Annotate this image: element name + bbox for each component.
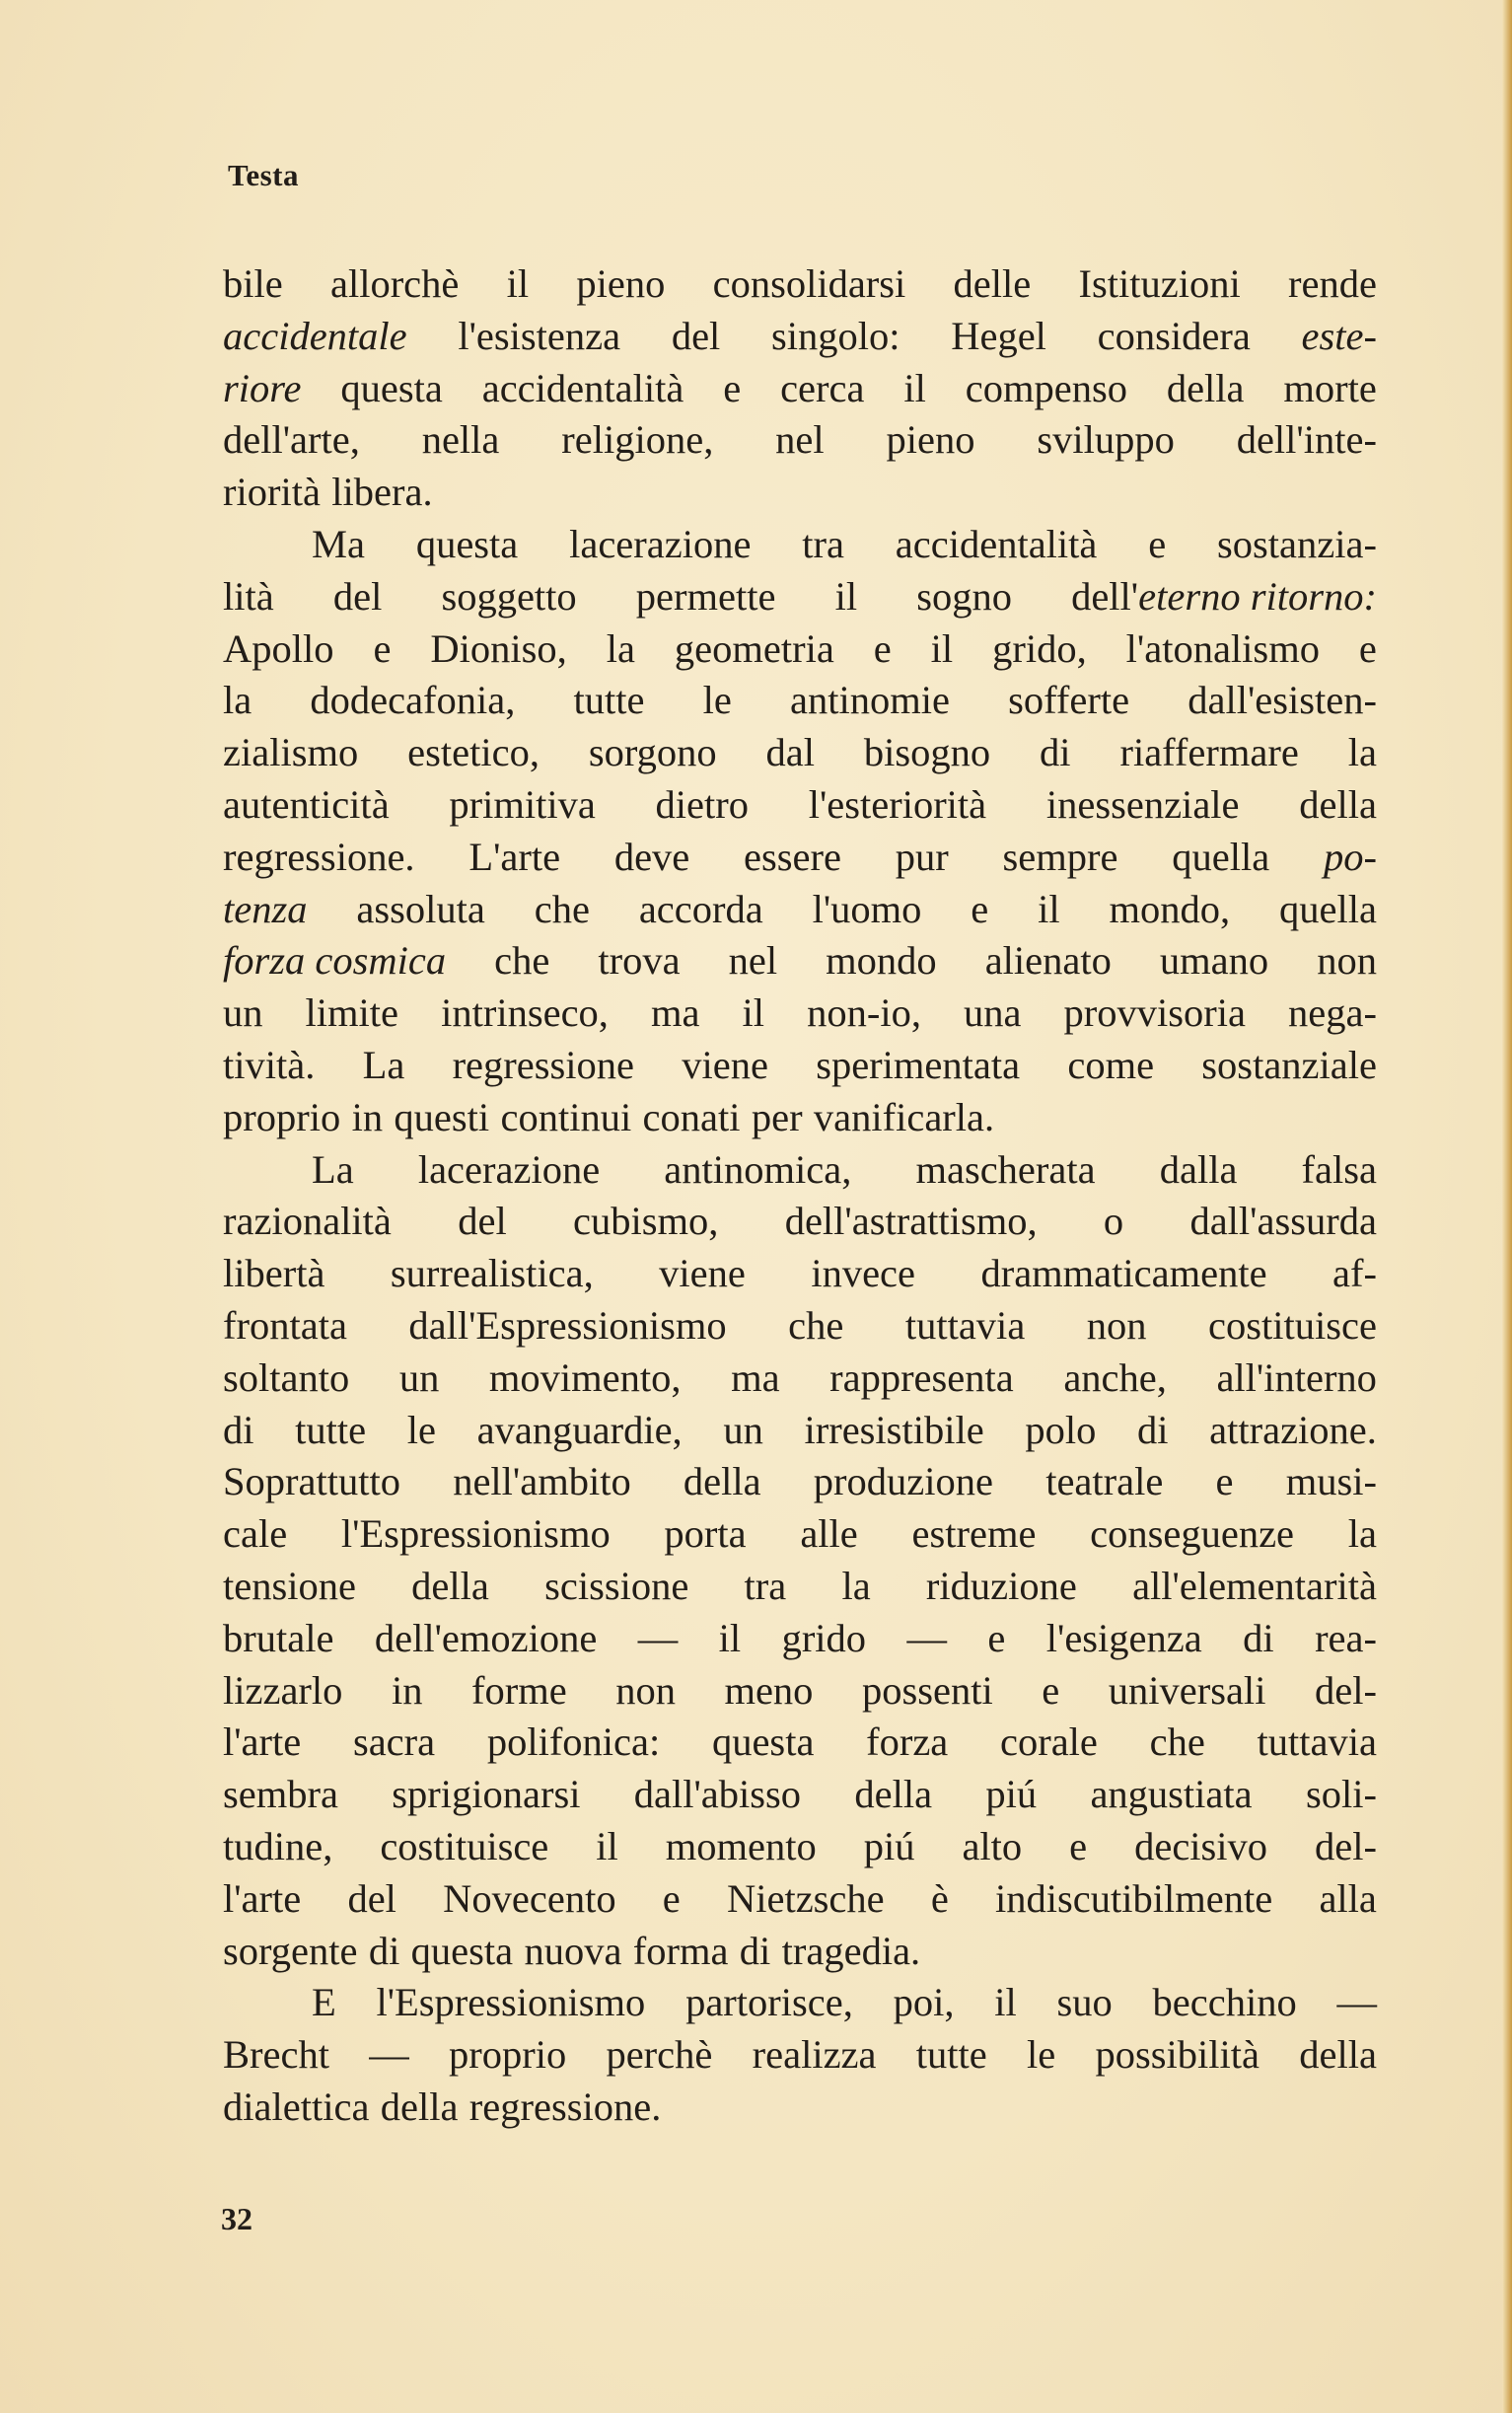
text-line: tenza assoluta che accorda l'uomo e il mondo, quella (223, 886, 1377, 931)
text-line: sorgente di questa nuova forma di tragedia. (223, 1928, 921, 1973)
text-line: l'arte del Novecento e Nietzsche è indiscutibilmente alla (223, 1875, 1377, 1921)
text-line: dell'arte, nella religione, nel pieno sviluppo dell'inte- (223, 417, 1377, 463)
text-line: Soprattutto nell'ambito della produzione teatrale e musi- (223, 1459, 1377, 1504)
text-line: tività. La regressione viene sperimentata come sostanziale (223, 1042, 1377, 1087)
text-line: bile allorchè il pieno consolidarsi delle Istituzioni rende (223, 261, 1377, 306)
text-line: E l'Espressionismo partorisce, poi, il suo becchino — (312, 1980, 1377, 2025)
text-line: dialettica della regressione. (223, 2084, 662, 2129)
page-edge (1502, 0, 1512, 2413)
text-line: Brecht — proprio perchè realizza tutte le possibilità della (223, 2032, 1377, 2078)
text-line: zialismo estetico, sorgono dal bisogno di riaffermare la (223, 730, 1377, 775)
text-line: lizzarlo in forme non meno possenti e universali del- (223, 1667, 1377, 1713)
text-line: razionalità del cubismo, dell'astrattismo, o dall'assurda (223, 1199, 1377, 1244)
running-head: Testa (228, 158, 299, 192)
page-number: 32 (221, 2201, 252, 2236)
text-line: regressione. L'arte deve essere pur sempre quella po- (223, 834, 1377, 879)
text-line: La lacerazione antinomica, mascherata dalla falsa (312, 1146, 1377, 1192)
text-line: cale l'Espressionismo porta alle estreme conseguenze la (223, 1511, 1377, 1557)
text-line: un limite intrinseco, ma il non-io, una provvisoria nega- (223, 990, 1377, 1036)
text-line: Apollo e Dioniso, la geometria e il grido, l'atonalismo e (223, 625, 1377, 671)
text-line: lità del soggetto permette il sogno dell'eterno ritorno: (223, 573, 1377, 619)
text-line: autenticità primitiva dietro l'esteriorità inessenziale della (223, 781, 1377, 827)
text-line: frontata dall'Espressionismo che tuttavia non costituisce (223, 1302, 1377, 1348)
text-line: forza cosmica che trova nel mondo alienato umano non (223, 938, 1377, 984)
text-line: riorità libera. (223, 470, 433, 515)
text-line: libertà surrealistica, viene invece drammaticamente af- (223, 1251, 1377, 1296)
text-line: riore questa accidentalità e cerca il compenso della morte (223, 365, 1377, 410)
text-line: sembra sprigionarsi dall'abisso della piú angustiata soli- (223, 1772, 1377, 1817)
text-line: tudine, costituisce il momento piú alto e decisivo del- (223, 1823, 1377, 1868)
text-line: brutale dell'emozione — il grido — e l'esigenza di rea- (223, 1615, 1377, 1660)
text-line: soltanto un movimento, ma rappresenta anche, all'interno (223, 1354, 1377, 1400)
text-line: di tutte le avanguardie, un irresistibile polo di attrazione. (223, 1407, 1377, 1452)
text-line: la dodecafonia, tutte le antinomie sofferte dall'esisten- (223, 678, 1377, 723)
text-line: tensione della scissione tra la riduzione all'elementarità (223, 1563, 1377, 1608)
body-text (223, 258, 1377, 2134)
text-line: accidentale l'esistenza del singolo: Hegel considera este- (223, 313, 1377, 358)
text-line: l'arte sacra polifonica: questa forza corale che tuttavia (223, 1719, 1377, 1765)
text-line: Ma questa lacerazione tra accidentalità e sostanzia- (312, 521, 1377, 566)
text-line: proprio in questi continui conati per vanificarla. (223, 1094, 995, 1139)
